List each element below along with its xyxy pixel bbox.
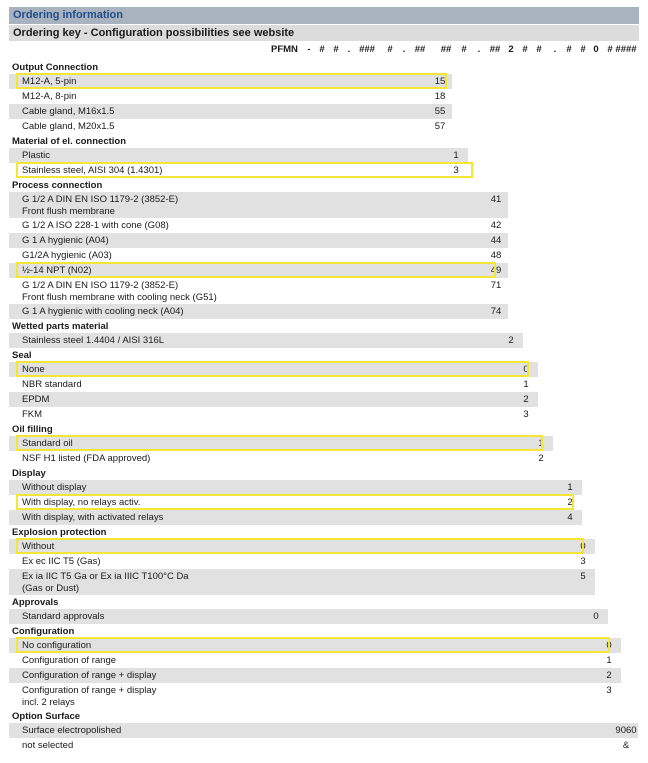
option-label-line: NBR standard	[22, 379, 82, 390]
option-label-line: M12-A, 8-pin	[22, 91, 77, 102]
option-label	[9, 668, 639, 682]
ordering-key-token: ###	[359, 44, 375, 55]
option-label-line: Ex ia IIC T5 Ga or Ex ia IIIC T100°C Da	[22, 571, 189, 582]
option-label	[9, 333, 639, 347]
option-code: 15	[434, 76, 446, 87]
section-title: Approvals	[12, 597, 59, 608]
option-row	[9, 362, 639, 377]
option-code: 0	[580, 541, 586, 552]
section-row	[9, 348, 639, 362]
option-label	[9, 554, 639, 568]
selection-highlight	[16, 262, 496, 278]
option-label	[9, 569, 639, 595]
option-label	[9, 480, 639, 494]
section-row	[9, 624, 639, 638]
section-row	[9, 134, 639, 148]
option-label	[9, 119, 639, 133]
option-label	[9, 89, 639, 103]
option-label-line: Cable gland, M16x1.5	[22, 106, 115, 117]
option-row	[9, 192, 639, 218]
section-row	[9, 178, 639, 192]
option-label-line: not selected	[22, 740, 74, 751]
option-label-line: G 1/2 A DIN EN ISO 1179-2 (3852-E)	[22, 194, 179, 205]
selection-highlight	[16, 637, 610, 653]
option-row	[9, 569, 639, 595]
option-label-line: Stainless steel 1.4404 / AISI 316L	[22, 335, 165, 346]
option-label	[9, 510, 639, 524]
section-title: Wetted parts material	[12, 321, 109, 332]
option-label-line: Cable gland, M20x1.5	[22, 121, 115, 132]
option-row	[9, 248, 639, 263]
ordering-key-prefix: PFMN	[271, 44, 298, 55]
option-label-line: Standard oil	[22, 438, 73, 449]
section-title: Material of el. connection	[12, 136, 127, 147]
section-title: Explosion protection	[12, 527, 107, 538]
option-label-line: Standard approvals	[22, 611, 105, 622]
option-code: 18	[434, 91, 446, 102]
option-row	[9, 653, 639, 668]
ordering-key-token: .	[347, 44, 351, 55]
option-row	[9, 451, 639, 466]
option-label-line: G 1/2 A ISO 228-1 with cone (G08)	[22, 220, 169, 231]
option-row	[9, 233, 639, 248]
option-row	[9, 609, 639, 624]
option-row	[9, 89, 639, 104]
option-label-line: Without	[22, 541, 55, 552]
section-title: Output Connection	[12, 62, 99, 73]
option-code: 3	[523, 409, 529, 420]
ordering-key-token: ##	[440, 44, 452, 55]
option-row	[9, 738, 639, 753]
option-row	[9, 407, 639, 422]
selection-highlight	[16, 73, 447, 89]
section-title: Display	[12, 468, 46, 479]
option-code: 1	[453, 150, 459, 161]
option-row	[9, 554, 639, 569]
option-label-line: ½-14 NPT (N02)	[22, 265, 92, 276]
option-label-line: incl. 2 relays	[22, 697, 75, 708]
option-label	[9, 304, 639, 318]
option-row	[9, 218, 639, 233]
option-code: 2	[523, 394, 529, 405]
option-code: 2	[606, 670, 612, 681]
ordering-key-token: #	[333, 44, 339, 55]
option-row	[9, 163, 639, 178]
option-code: 0	[523, 364, 529, 375]
ordering-key-token: ##	[489, 44, 501, 55]
section-title: Seal	[12, 350, 32, 361]
option-label-line: Configuration of range + display	[22, 670, 157, 681]
option-label	[9, 104, 639, 118]
option-label	[9, 392, 639, 406]
ordering-key-token: #	[319, 44, 325, 55]
option-label-line: NSF H1 listed (FDA approved)	[22, 453, 151, 464]
section-row	[9, 466, 639, 480]
section-row	[9, 525, 639, 539]
option-label	[9, 377, 639, 391]
ordering-key-token: #	[536, 44, 542, 55]
option-code: 48	[490, 250, 502, 261]
option-code: 0	[593, 611, 599, 622]
option-label-line: (Gas or Dust)	[22, 583, 80, 594]
selection-highlight	[16, 494, 574, 510]
option-label	[9, 738, 639, 752]
option-rows	[9, 60, 639, 753]
section-title: Process connection	[12, 180, 103, 191]
option-code: 44	[490, 235, 502, 246]
option-code: 57	[434, 121, 446, 132]
section-row	[9, 319, 639, 333]
ordering-key-token: ##	[414, 44, 426, 55]
option-label-line: Without display	[22, 482, 87, 493]
selection-highlight	[16, 361, 529, 377]
option-row	[9, 304, 639, 319]
ordering-key-token: #	[580, 44, 586, 55]
option-code: 42	[490, 220, 502, 231]
option-row	[9, 74, 639, 89]
option-row	[9, 392, 639, 407]
section-row	[9, 422, 639, 436]
ordering-key-token: .	[553, 44, 557, 55]
option-code: 2	[567, 497, 573, 508]
option-row	[9, 668, 639, 683]
ordering-key-token: ####	[615, 44, 637, 55]
ordering-key-token: #	[387, 44, 393, 55]
option-code: 3	[453, 165, 459, 176]
ordering-key-title: Ordering key - Configuration possibilities see website	[9, 25, 639, 41]
option-label	[9, 148, 639, 162]
option-code: 5	[580, 571, 586, 582]
option-code: 4	[567, 512, 573, 523]
option-label	[9, 407, 639, 421]
option-row	[9, 263, 639, 278]
section-title: Oil filling	[12, 424, 53, 435]
option-code: 3	[606, 685, 612, 696]
option-label-line: None	[22, 364, 45, 375]
option-row	[9, 278, 639, 304]
option-label	[9, 683, 639, 709]
option-row	[9, 333, 639, 348]
option-label-line: FKM	[22, 409, 43, 420]
option-row	[9, 683, 639, 709]
option-label	[9, 233, 639, 247]
option-code: 2	[538, 453, 544, 464]
option-label-line: Configuration of range + display	[22, 685, 157, 696]
option-row	[9, 495, 639, 510]
option-label-line: Configuration of range	[22, 655, 117, 666]
ordering-key-token: #	[522, 44, 528, 55]
option-label-line: No configuration	[22, 640, 92, 651]
ordering-key-token: #	[566, 44, 572, 55]
option-code: 74	[490, 306, 502, 317]
option-label-line: G 1 A hygienic with cooling neck (A04)	[22, 306, 184, 317]
ordering-key-token: #	[461, 44, 467, 55]
option-label-line: With display, no relays activ.	[22, 497, 141, 508]
ordering-key-token: #	[607, 44, 613, 55]
option-code: 2	[508, 335, 514, 346]
option-code: 3	[580, 556, 586, 567]
option-label-line: G 1/2 A DIN EN ISO 1179-2 (3852-E)	[22, 280, 179, 291]
ordering-key-token: 0	[593, 44, 599, 55]
selection-highlight	[16, 162, 473, 178]
option-label-line: EPDM	[22, 394, 50, 405]
option-row	[9, 148, 639, 163]
option-label-line: G1/2A hygienic (A03)	[22, 250, 112, 261]
option-row	[9, 480, 639, 495]
ordering-key-token: .	[402, 44, 406, 55]
option-label-line: Front flush membrane	[22, 206, 115, 217]
option-code: 0	[606, 640, 612, 651]
section-title: Option Surface	[12, 711, 81, 722]
option-code: 1	[606, 655, 612, 666]
option-label-line: Stainless steel, AISI 304 (1.4301)	[22, 165, 163, 176]
option-label-line: Front flush membrane with cooling neck (G51)	[22, 292, 217, 303]
option-label	[9, 609, 639, 623]
option-row	[9, 510, 639, 525]
option-code: 9060	[615, 725, 637, 736]
option-label	[9, 723, 639, 737]
option-label-line: M12-A, 5-pin	[22, 76, 77, 87]
option-code: &	[622, 740, 630, 751]
option-label	[9, 218, 639, 232]
ordering-key-token: -	[307, 44, 311, 55]
option-code: 1	[523, 379, 529, 390]
ordering-key-row	[9, 43, 639, 57]
option-row	[9, 377, 639, 392]
option-row	[9, 723, 639, 738]
section-title: Configuration	[12, 626, 75, 637]
selection-highlight	[16, 435, 543, 451]
option-row	[9, 104, 639, 119]
option-row	[9, 539, 639, 554]
option-label-line: Ex ec IIC T5 (Gas)	[22, 556, 101, 567]
section-row	[9, 60, 639, 74]
ordering-key-token: 2	[508, 44, 514, 55]
section-row	[9, 709, 639, 723]
option-code: 1	[567, 482, 573, 493]
option-row	[9, 638, 639, 653]
option-code: 49	[490, 265, 502, 276]
option-label	[9, 653, 639, 667]
option-row	[9, 119, 639, 134]
selection-highlight	[16, 538, 584, 554]
ordering-key-token: .	[477, 44, 481, 55]
option-label	[9, 278, 639, 304]
option-row	[9, 436, 639, 451]
option-label-line: Surface electropolished	[22, 725, 122, 736]
option-label	[9, 248, 639, 262]
section-row	[9, 595, 639, 609]
option-code: 41	[490, 194, 502, 205]
header-title: Ordering information	[9, 7, 639, 24]
option-label-line: With display, with activated relays	[22, 512, 164, 523]
option-code: 71	[490, 280, 502, 291]
option-label-line: G 1 A hygienic (A04)	[22, 235, 109, 246]
option-label	[9, 192, 639, 218]
ordering-information-table	[9, 7, 639, 753]
option-code: 55	[434, 106, 446, 117]
option-code: 1	[538, 438, 544, 449]
option-label-line: Plastic	[22, 150, 50, 161]
